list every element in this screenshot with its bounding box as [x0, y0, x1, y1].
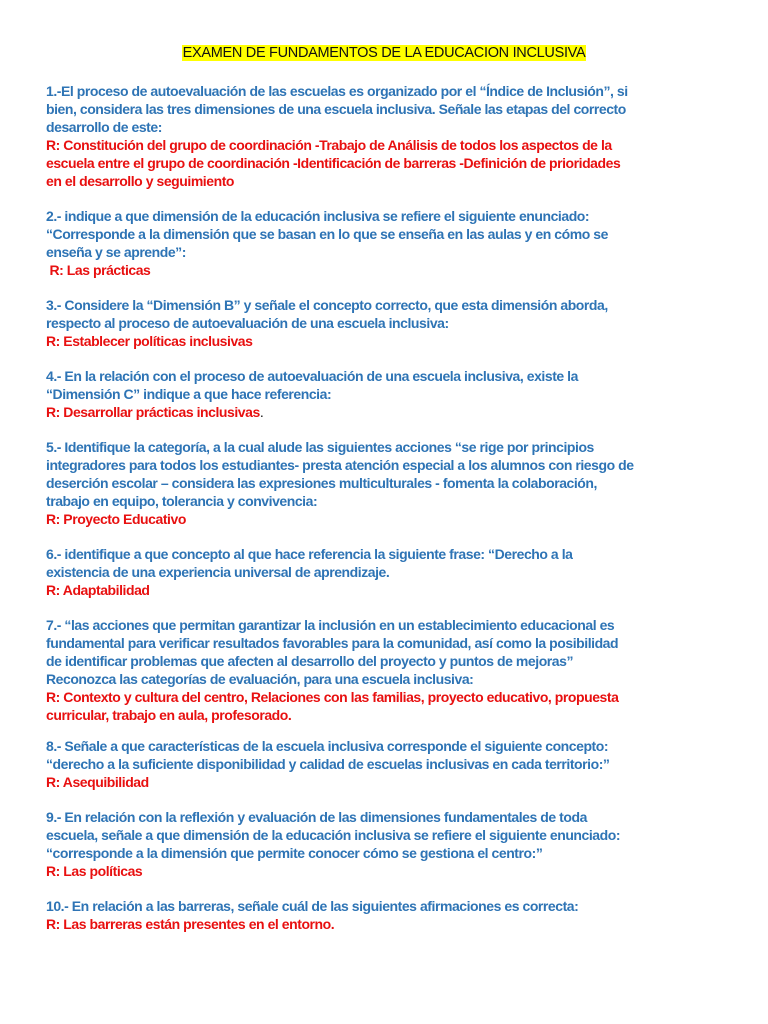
answer-text: R: Desarrollar prácticas inclusivas — [46, 404, 260, 420]
question-text-line: “derecho a la suficiente disponibilidad y calidad de escuelas inclusivas en cada territorio:” — [46, 756, 610, 772]
question-text-line: 6.- identifique a que concepto al que hace referencia la siguiente frase: “Derecho a la — [46, 546, 573, 562]
question-text-line: 10.- En relación a las barreras, señale cuál de las siguientes afirmaciones es correcta: — [46, 898, 579, 914]
answer-text-line — [46, 688, 618, 706]
question-text-line: 5.- Identifique la categoría, a la cual alude las siguientes acciones “se rige por principios — [46, 439, 594, 455]
question-text-line: trabajo en equipo, tolerancia y convivencia: — [46, 493, 318, 509]
answer-text-line — [46, 332, 608, 350]
question-text-line: deserción escolar – considera las expresiones multiculturales - fomenta la colaboración, — [46, 475, 597, 491]
question-text-line: existencia de una experiencia universal de aprendizaje. — [46, 564, 390, 580]
answer-text-line — [46, 154, 628, 172]
question-text-line: integradores para todos los estudiantes- presta atención especial a los alumnos con riesgo de — [46, 457, 634, 473]
question-text-line: “corresponde a la dimensión que permite conocer cómo se gestiona el centro:” — [46, 845, 543, 861]
question-text-line: de identificar problemas que afecten al desarrollo del proyecto y puntos de mejoras” — [46, 653, 574, 669]
exam-title-text: EXAMEN DE FUNDAMENTOS DE LA EDUCACION INCLUSIVA — [182, 45, 586, 61]
question-text-line: “Dimensión C” indique a que hace referencia: — [46, 386, 332, 402]
question-3 — [46, 296, 608, 350]
question-8 — [46, 737, 609, 791]
answer-text-line — [46, 172, 628, 190]
answer-text: R: Adaptabilidad — [46, 582, 150, 598]
question-text-line: escuela, señale a que dimensión de la educación inclusiva se refiere el siguiente enunciado: — [46, 827, 621, 843]
question-6 — [46, 545, 572, 599]
answer-text-line — [46, 136, 628, 154]
answer-text: R: Las prácticas — [46, 262, 151, 278]
exam-title — [0, 45, 768, 61]
answer-text-line — [46, 773, 609, 791]
question-5 — [46, 438, 634, 528]
question-text-line: 1.-El proceso de autoevaluación de las escuelas es organizado por el “Índice de Inclusión”, si — [46, 83, 628, 99]
question-text-line: 7.- “las acciones que permitan garantizar la inclusión en un establecimiento educacional es — [46, 617, 615, 633]
answer-text-line — [46, 403, 578, 421]
answer-text: R: Las políticas — [46, 863, 143, 879]
answer-text-line — [46, 510, 634, 528]
question-text-line: 9.- En relación con la reflexión y evaluación de las dimensiones fundamentales de toda — [46, 809, 587, 825]
question-text-line: 8.- Señale a que características de la escuela inclusiva corresponde el siguiente concepto: — [46, 738, 609, 754]
answer-text: en el desarrollo y seguimiento — [46, 173, 235, 189]
answer-text-line — [46, 581, 572, 599]
answer-text-line — [46, 862, 620, 880]
question-text-line: desarrollo de este: — [46, 119, 162, 135]
question-text-line: respecto al proceso de autoevaluación de una escuela inclusiva: — [46, 315, 449, 331]
question-text-line: 4.- En la relación con el proceso de autoevaluación de una escuela inclusiva, existe la — [46, 368, 578, 384]
question-2 — [46, 207, 608, 279]
answer-text-line — [46, 915, 578, 933]
question-10 — [46, 897, 578, 933]
answer-text: curricular, trabajo en aula, profesorado. — [46, 707, 292, 723]
answer-text: R: Establecer políticas inclusivas — [46, 333, 253, 349]
question-text-line: 3.- Considere la “Dimensión B” y señale el concepto correcto, que esta dimensión aborda, — [46, 297, 608, 313]
question-text-line: 2.- indique a que dimensión de la educación inclusiva se refiere el siguiente enunciado: — [46, 208, 590, 224]
answer-text: R: Proyecto Educativo — [46, 511, 186, 527]
answer-text: escuela entre el grupo de coordinación -Identificación de barreras -Definición de prioridades — [46, 155, 621, 171]
question-text-line: “Corresponde a la dimensión que se basan en lo que se enseña en las aulas y en cómo se — [46, 226, 608, 242]
question-9 — [46, 808, 620, 880]
question-text-line: bien, considera las tres dimensiones de una escuela inclusiva. Señale las etapas del correcto — [46, 101, 626, 117]
question-text-line: fundamental para verificar resultados favorables para la comunidad, así como la posibilidad — [46, 635, 619, 651]
question-text-line: Reconozca las categorías de evaluación, para una escuela inclusiva: — [46, 671, 474, 687]
answer-text: R: Contexto y cultura del centro, Relaciones con las familias, proyecto educativo, propuesta — [46, 689, 619, 705]
answer-text: R: Las barreras están presentes en el entorno. — [46, 916, 335, 932]
question-text-line: enseña y se aprende”: — [46, 244, 186, 260]
question-1 — [46, 82, 628, 190]
question-4 — [46, 367, 578, 421]
answer-text-line — [46, 261, 608, 279]
trailing-period: . — [259, 404, 264, 420]
answer-text: R: Constitución del grupo de coordinación -Trabajo de Análisis de todos los aspectos de la — [46, 137, 612, 153]
answer-text-line — [46, 706, 618, 724]
question-7 — [46, 616, 618, 724]
answer-text: R: Asequibilidad — [46, 774, 149, 790]
